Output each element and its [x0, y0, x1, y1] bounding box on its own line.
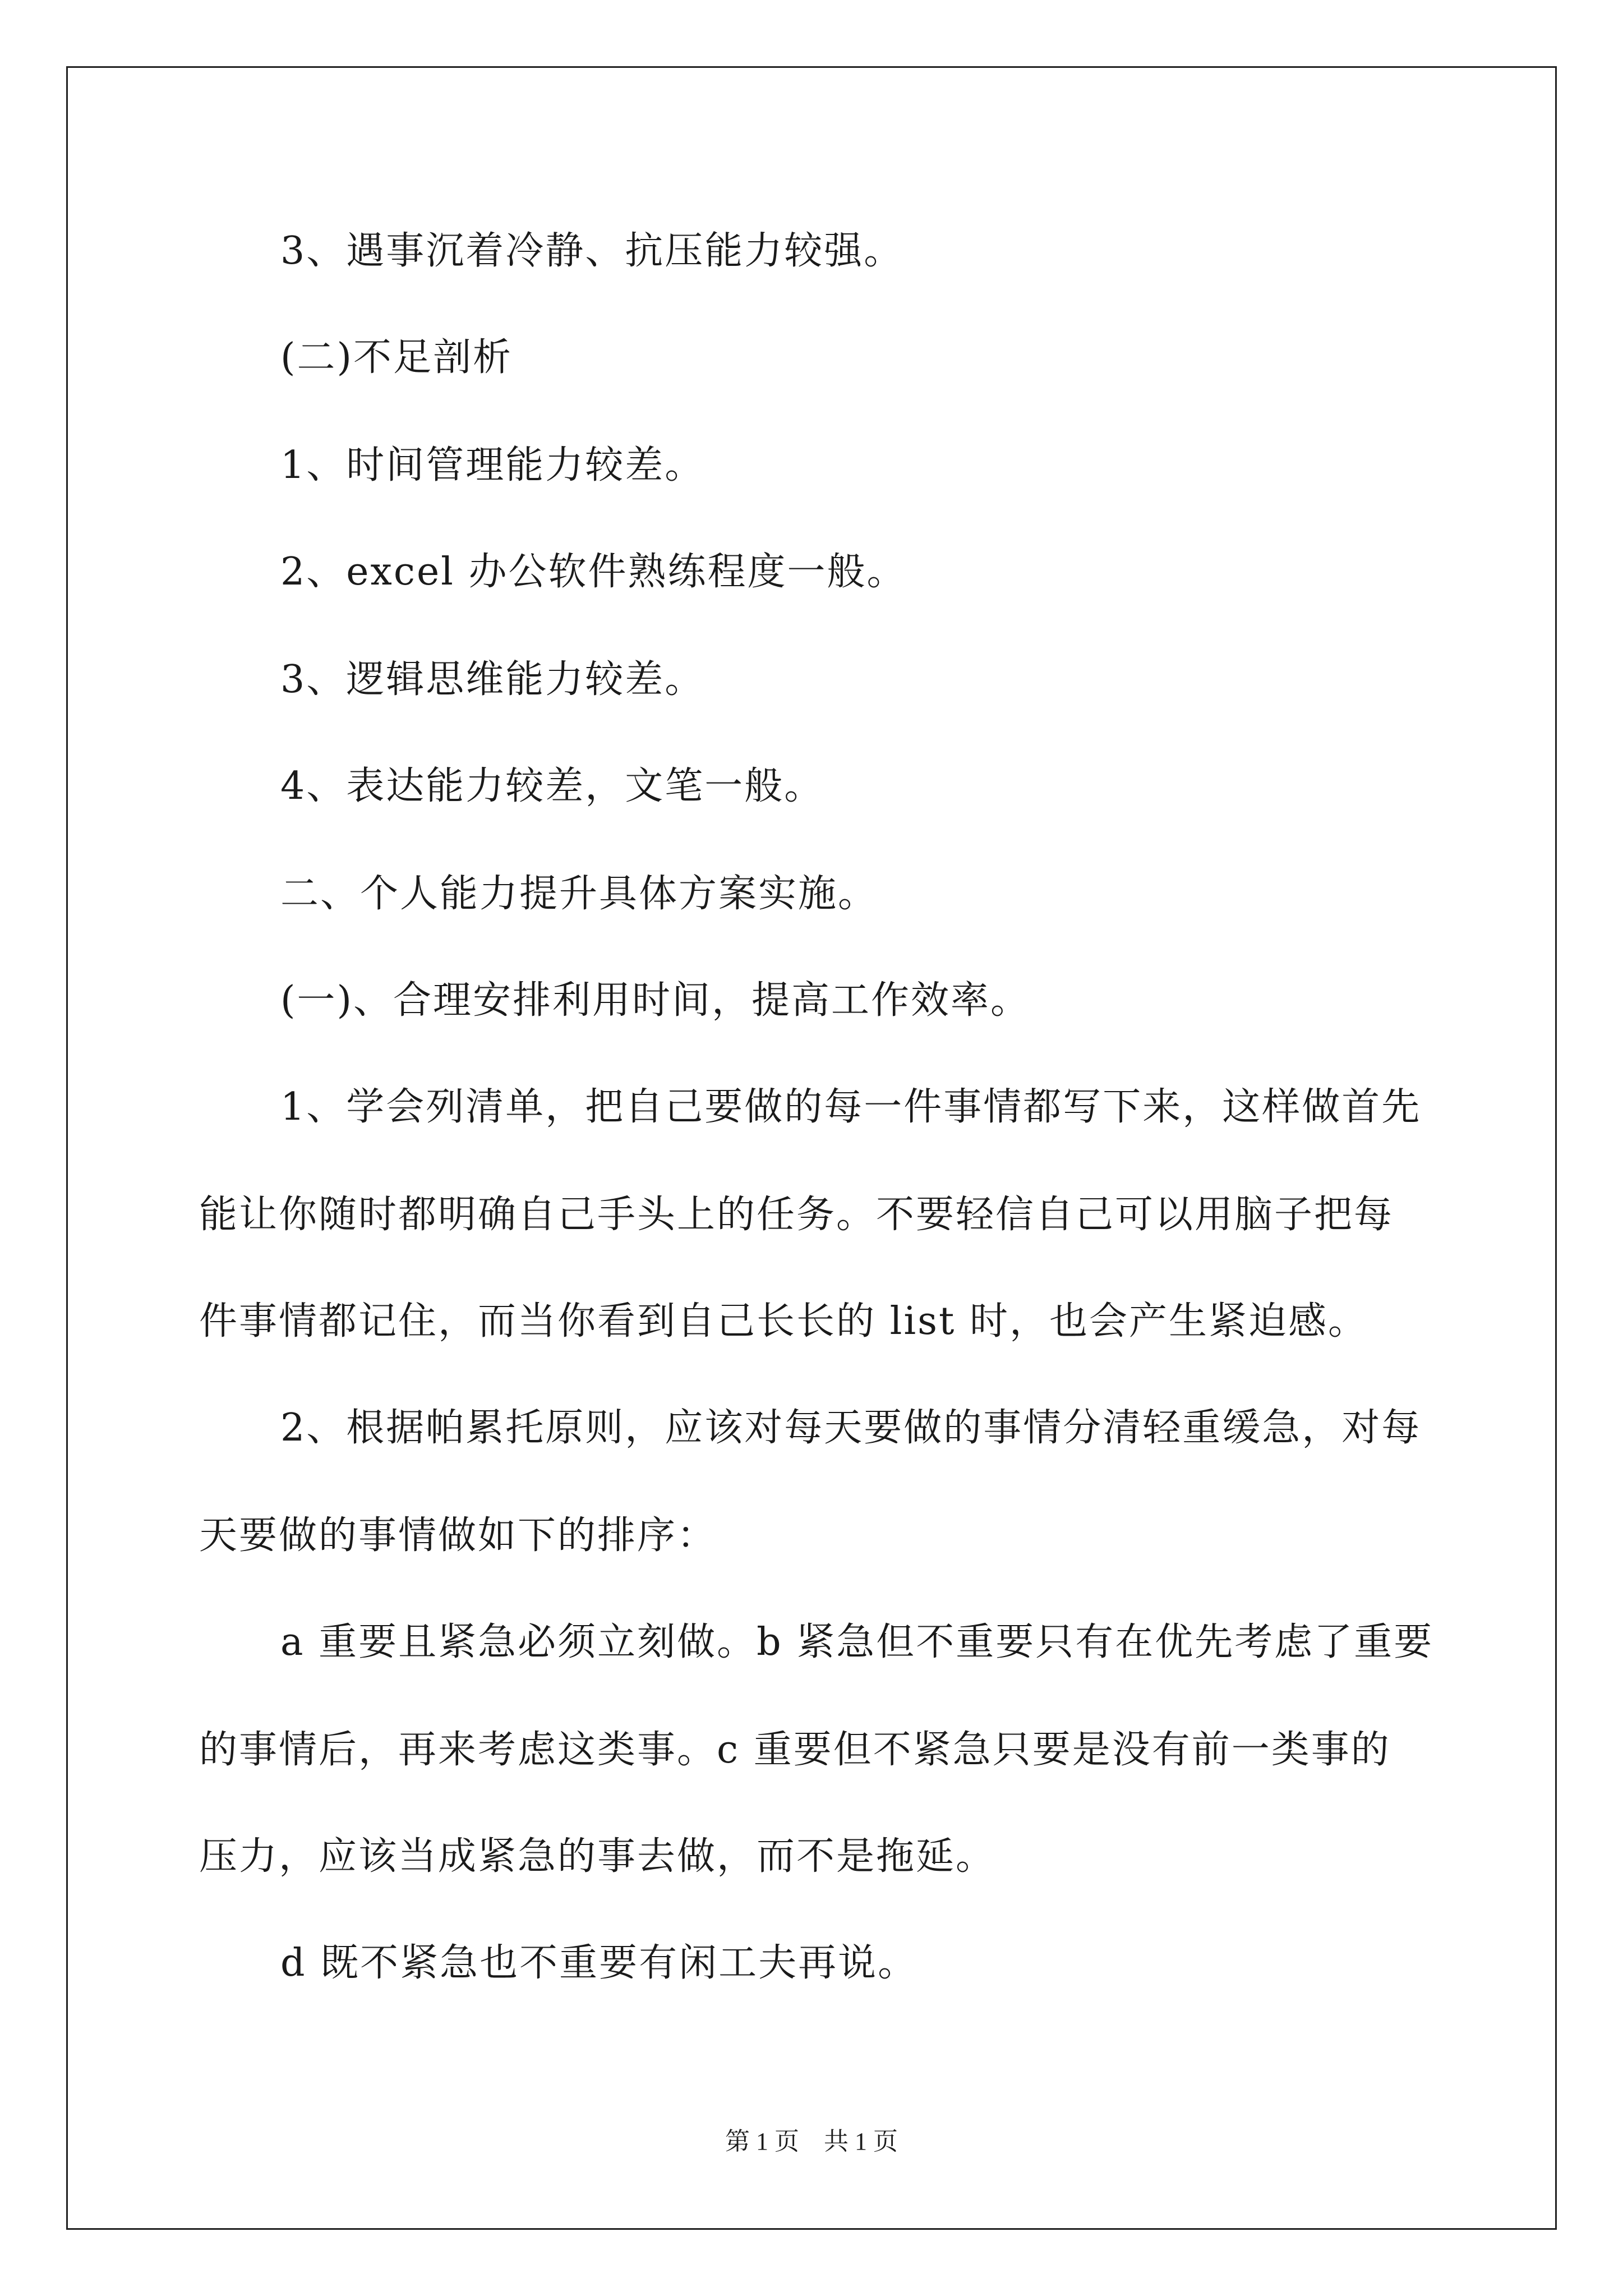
paragraph-line-weakness-1: 1、时间管理能力较差。 [280, 443, 705, 487]
subsection-heading-time: (一)、合理安排利用时间，提高工作效率。 [280, 978, 1031, 1023]
paragraph-line-priority-1: a 重要且紧急必须立刻做。b 紧急但不重要只有在优先考虑了重要 [280, 1620, 1434, 1664]
paragraph-line-weakness-2: 2、excel 办公软件熟练程度一般。 [280, 550, 907, 594]
paragraph-line-pareto-2: 天要做的事情做如下的排序： [199, 1513, 717, 1558]
paragraph-line-priority-2: 的事情后，再来考虑这类事。c 重要但不紧急只要是没有前一类事的 [199, 1728, 1391, 1772]
paragraph-line-weakness-3: 3、逻辑思维能力较差。 [280, 657, 705, 702]
page-border [66, 66, 1557, 2230]
paragraph-line-list-2: 能让你随时都明确自己手头上的任务。不要轻信自己可以用脑子把每 [199, 1193, 1394, 1237]
paragraph-line-list-1: 1、学会列清单，把自己要做的每一件事情都写下来，这样做首先 [280, 1085, 1422, 1129]
section-heading-weakness: (二)不足剖析 [280, 335, 513, 380]
page-footer: 第 1 页 共 1 页 [725, 2128, 898, 2155]
section-heading-plan: 二、个人能力提升具体方案实施。 [280, 872, 878, 916]
paragraph-line-strength-3: 3、遇事沉着冷静、抗压能力较强。 [280, 229, 904, 273]
paragraph-line-priority-4: d 既不紧急也不重要有闲工夫再说。 [280, 1941, 918, 1985]
paragraph-line-priority-3: 压力，应该当成紧急的事去做，而不是拖延。 [199, 1834, 996, 1879]
paragraph-line-pareto-1: 2、根据帕累托原则，应该对每天要做的事情分清轻重缓急，对每 [280, 1406, 1422, 1450]
paragraph-line-weakness-4: 4、表达能力较差，文笔一般。 [280, 764, 824, 808]
paragraph-line-list-3: 件事情都记住，而当你看到自己长长的 list 时，也会产生紧迫感。 [199, 1299, 1368, 1343]
